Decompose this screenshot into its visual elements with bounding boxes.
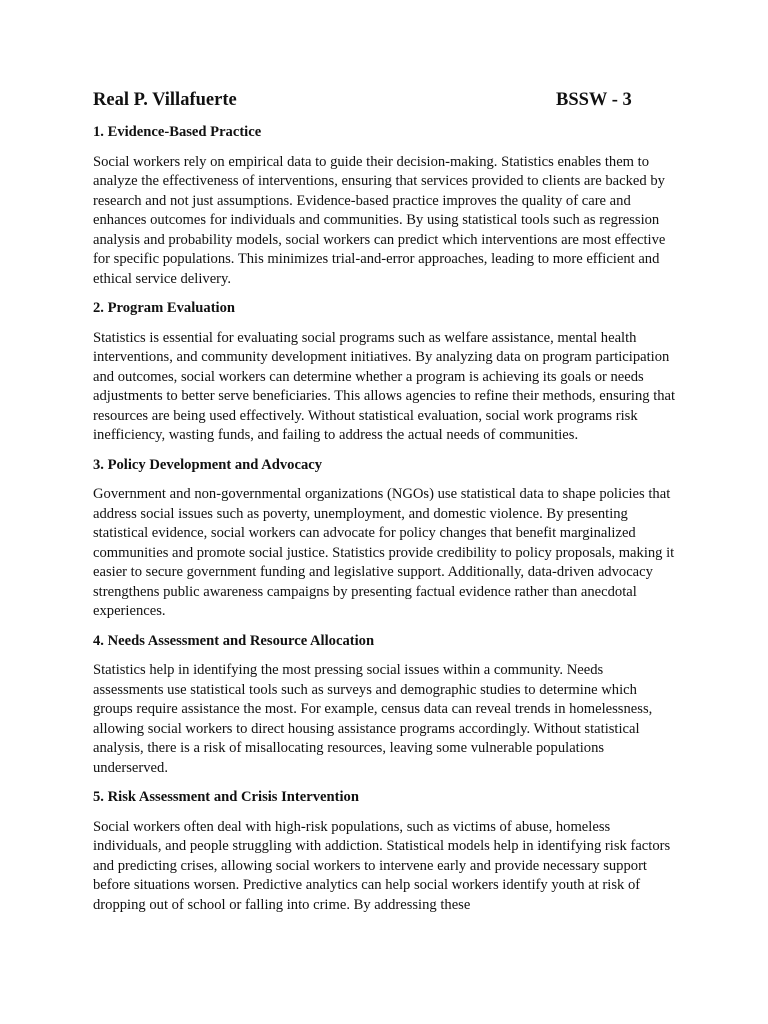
section-paragraph: Social workers often deal with high-risk populations, such as victims of abuse, homeless individuals, and people struggling with addiction. Statistical models help in identifying risk factors and predicting crises, allowing social workers to intervene early and provide necessary support before situations worsen. Predictive analytics can help social workers identify youth at risk of dropping out of school or falling into crime. By addressing these — [93, 818, 671, 913]
section-needs-assessment — [93, 632, 677, 779]
section-risk-assessment — [93, 788, 677, 915]
section-paragraph: Statistics is essential for evaluating social programs such as welfare assistance, mental health interventions, and community development initiatives. By analyzing data on program participation and outcomes, social workers can determine whether a program is achieving its goals or needs adjustments to better serve beneficiaries. This allows agencies to refine their methods, ensuring that resources are being used effectively. Without statistical evaluation, social work programs risk inefficiency, wasting funds, and failing to address the actual needs of communities. — [93, 329, 676, 443]
section-heading: 2. Program Evaluation — [93, 300, 236, 316]
course-label: BSSW - 3 — [556, 90, 632, 110]
section-heading: 1. Evidence-Based Practice — [93, 124, 262, 140]
document-header — [93, 88, 677, 114]
section-paragraph: Social workers rely on empirical data to guide their decision-making. Statistics enables them to analyze the effectiveness of interventions, ensuring that services provided to clients are backed by research and not just assumptions. Evidence-based practice improves the quality of care and enhances outcomes for individuals and communities. By using statistical tools such as regression analysis and probability models, social workers can predict which interventions are most effective for specific populations. This minimizes trial-and-error approaches, leading to more efficient and ethical service delivery. — [93, 153, 666, 287]
section-heading: 4. Needs Assessment and Resource Allocation — [93, 632, 375, 649]
document-page — [93, 88, 677, 925]
section-heading: 5. Risk Assessment and Crisis Intervention — [93, 789, 359, 805]
section-paragraph: Government and non-governmental organizations (NGOs) use statistical data to shape policies that address social issues such as poverty, unemployment, and domestic violence. By presenting statistical evidence, social workers can advocate for policy changes that benefit marginalized communities and promote social justice. Statistics provide credibility to policy proposals, making it easier to secure government funding and legislative support. Additionally, data-driven advocacy strengthens public awareness campaigns by presenting factual evidence rather than anecdotal experiences. — [93, 486, 675, 619]
section-evidence-based-practice — [93, 123, 677, 289]
section-policy-development — [93, 456, 677, 622]
section-paragraph: Statistics help in identifying the most pressing social issues within a community. Needs assessments use statistical tools such as surveys and demographic studies to determine which groups require assistance the most. For example, census data can reveal trends in homelessness, allowing social workers to direct housing assistance programs accordingly. Without statistical analysis, there is a risk of misallocating resources, leaving some vulnerable populations underserved. — [93, 662, 653, 776]
author-name: Real P. Villafuerte — [93, 90, 237, 110]
section-heading: 3. Policy Development and Advocacy — [93, 456, 323, 473]
section-program-evaluation — [93, 299, 677, 446]
